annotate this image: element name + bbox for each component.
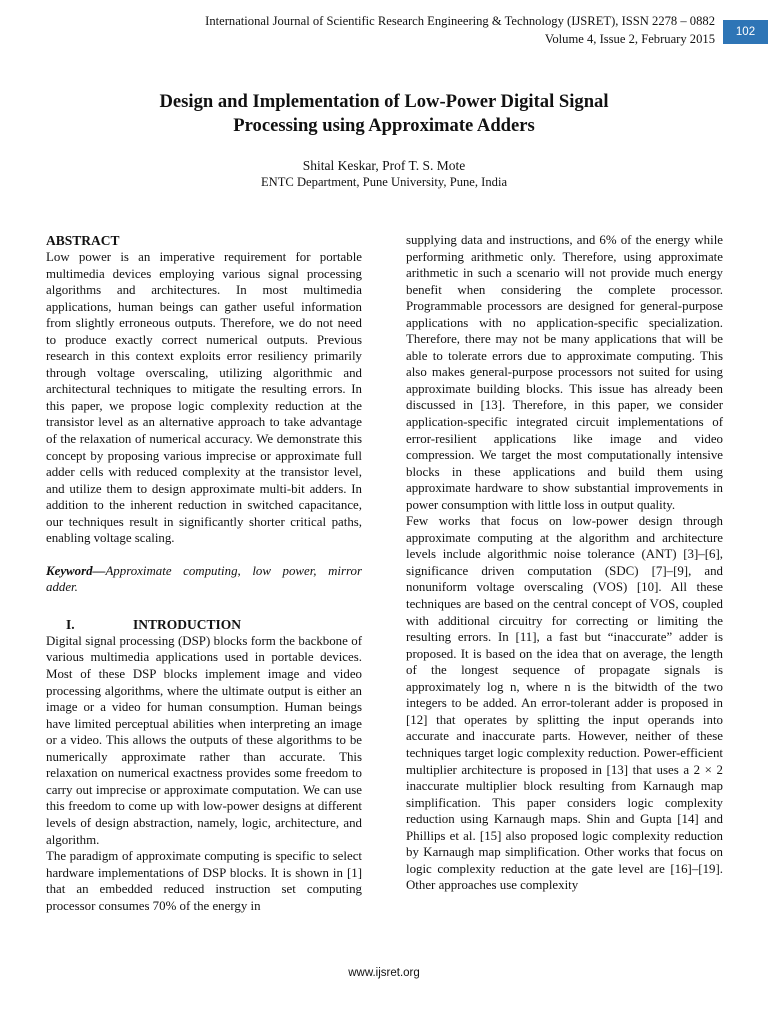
right-paragraph-2: Few works that focus on low-power design through approximate computing at the algorithm and architecture levels include algorithmic noise tolerance (ANT) [3]–[6], significance driven computation (SDC) [7]–[9], and nonuniform voltage overscaling (VOS) [10]. All these techniques are based on the central concept of VOS, coupled with additional circuitry for correcting or limiting the resulting errors. In [11], a fast but “inaccurate” adder is proposed. It is based on the idea that on average, the length of the longest sequence of propagate signals is approximately log n, where n is the bitwidth of the two integers to be added. An error-tolerant adder is proposed in [12] that operates by splitting the input operands into accurate and inaccurate parts. However, neither of these techniques target logic complexity reduction. Power-efficient multiplier architecture is proposed in [13] that uses a 2 × 2 inaccurate multiplier block resulting from Karnaugh map simplification. This paper considers logic complexity reduction using Karnaugh maps. Shin and Gupta [14] and Phillips et al. [15] also proposed logic complexity reduction by Karnaugh map simplification. Other works that focus on logic complexity reduction at the gate level are [16]–[19]. Other approaches use complexity [406, 514, 723, 893]
intro-title: INTRODUCTION [133, 616, 242, 632]
intro-number: I. [66, 616, 75, 632]
page-number-badge: 102 [723, 20, 768, 44]
abstract-text: Low power is an imperative requirement for portable multimedia devices employing various signal processing algorithms and architectures. In most multimedia applications, human beings can gather useful information from slightly erroneous outputs. Therefore, we do not need to produce exactly correct numerical outputs. Previous research in this context exploits error resiliency primarily through voltage overscaling, utilizing algorithmic and architectural techniques to mitigate the resulting errors. In this paper, we propose logic complexity reduction at the transistor level as an alternative approach to take advantage of the relaxation of numerical accuracy. We demonstrate this concept by proposing various imprecise or approximate full adder cells with reduced complexity at the transistor level, and utilize them to design approximate multi-bit adders. In addition to the inherent reduction in switched capacitance, our techniques result in significantly shorter critical paths, enabling voltage scaling. [46, 250, 362, 546]
title-line-1: Design and Implementation of Low-Power Digital Signal [159, 91, 609, 112]
right-column [406, 232, 723, 894]
abstract-heading: ABSTRACT [46, 233, 120, 248]
intro-paragraph-1: Digital signal processing (DSP) blocks form the backbone of various multimedia applications used in portable devices. Most of these DSP blocks implement image and video processing algorithms, where the ultimate output is either an image or a video for human consumption. Human beings have limited perceptual abilities when interpreting an image or a video. This allows the outputs of these algorithms to be numerically approximate rather than accurate. This relaxation on numerical exactness provides some freedom to carry out imprecise or approximate computation. We can use this freedom to come up with low-power designs at different levels of design abstraction, namely, logic, architecture, and algorithm. [46, 633, 362, 847]
journal-name: International Journal of Scientific Research Engineering & Technology (IJSRET), ISSN 2278 – 0882 [205, 14, 715, 28]
authors: Shital Keskar, Prof T. S. Mote [302, 158, 466, 173]
footer-website: www.ijsret.org [348, 967, 420, 979]
paper-title [0, 90, 768, 138]
left-column [46, 232, 362, 914]
keywords [46, 563, 362, 596]
intro-heading [46, 616, 362, 633]
affiliation: ENTC Department, Pune University, Pune, India [260, 175, 508, 189]
issue-info: Volume 4, Issue 2, February 2015 [544, 32, 715, 46]
running-header [0, 12, 715, 48]
title-block [0, 90, 768, 190]
title-line-2: Processing using Approximate Adders [233, 115, 535, 136]
intro-paragraph-2: The paradigm of approximate computing is specific to select hardware implementations of DSP blocks. It is shown in [1] that an embedded reduced instruction set computing processor consumes 70% of the energy in [46, 849, 362, 913]
keywords-text: Approximate computing, low power, mirror adder. [46, 563, 362, 595]
right-paragraph-1: supplying data and instructions, and 6% of the energy while performing arithmetic only. Therefore, using approximate arithmetic in such a scenario will not provide much energy benefit when considering the complete processor. Programmable processors are designed for general-purpose applications with no application-specific specialization. Therefore, there may not be many applications that will be able to tolerate errors due to approximate computing. This also makes general-purpose processors not suited for using approximate building blocks. This issue has already been discussed in [13]. Therefore, in this paper, we consider application-specific integrated circuit implementations of error-resilient applications like image and video compression. We target the most computationally intensive blocks in these applications and build them using approximate hardware to show substantial improvements in power consumption with little loss in output quality. [406, 233, 723, 512]
keywords-label: Keyword— [46, 563, 106, 578]
